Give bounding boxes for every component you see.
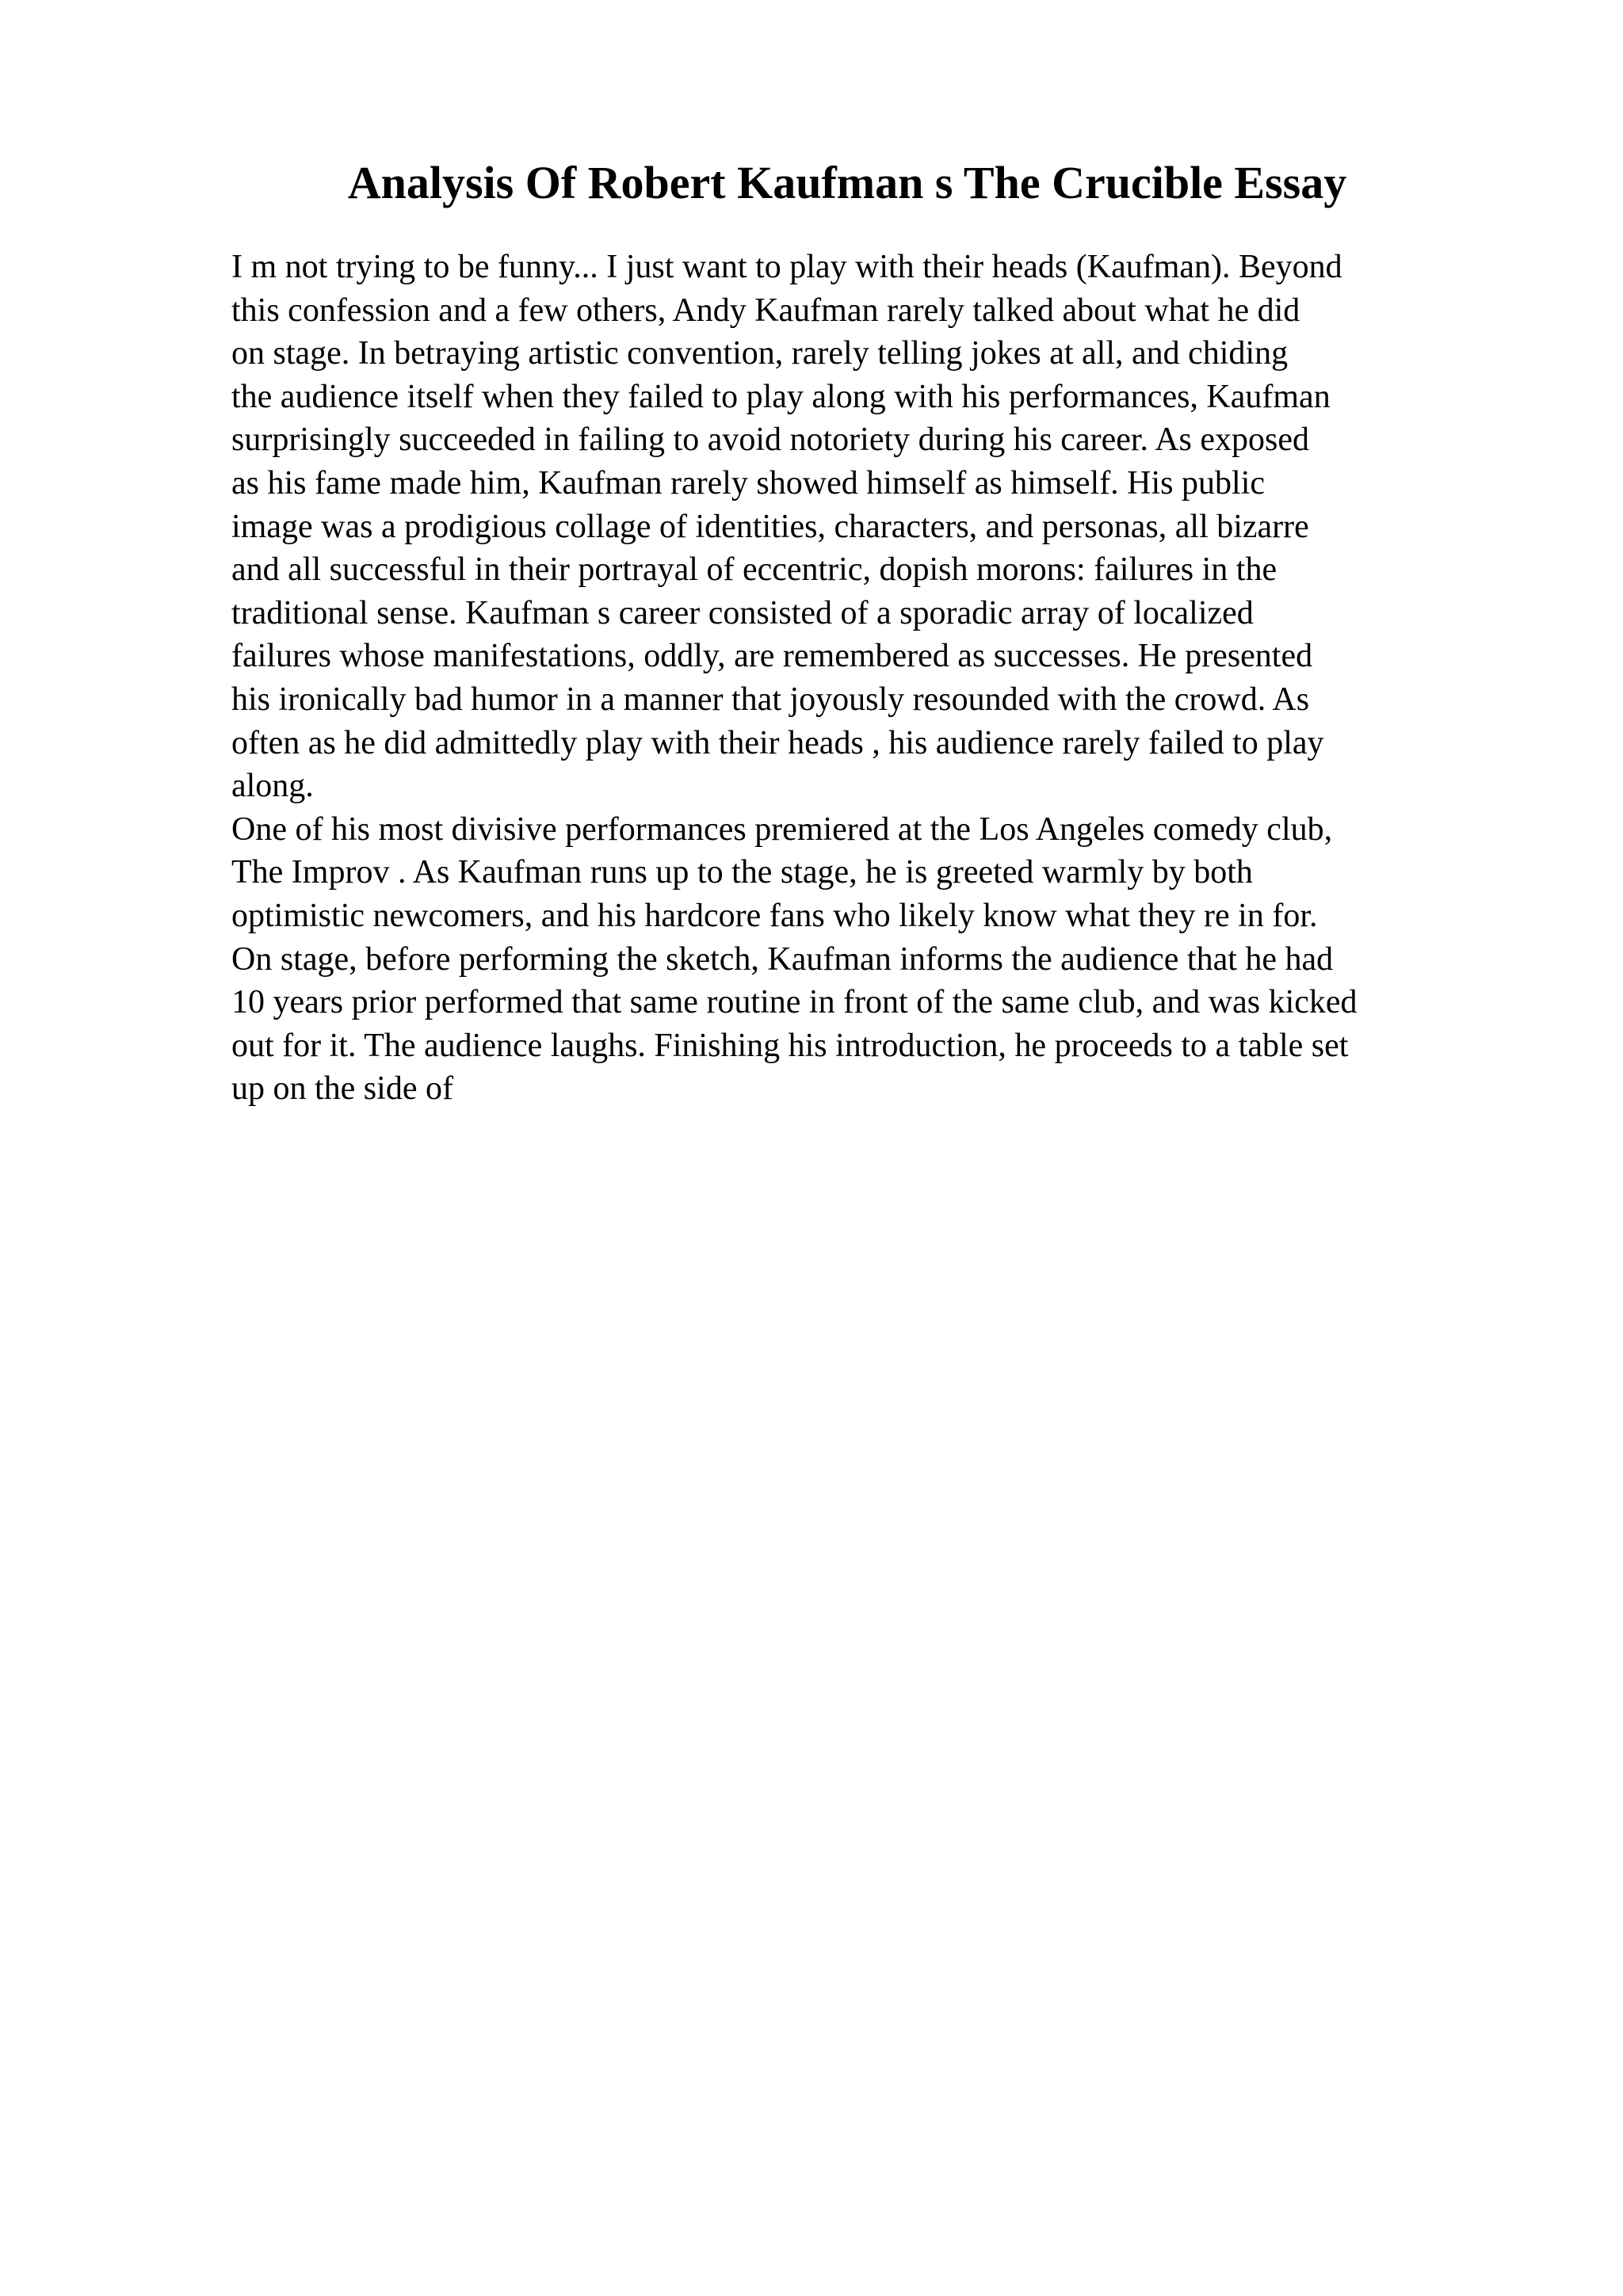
body-line: the audience itself when they failed to play along with his performances, Kaufman: [231, 378, 1331, 415]
body-line: image was a prodigious collage of identities, characters, and personas, all bizarre: [231, 508, 1309, 545]
body-line: out for it. The audience laughs. Finishing his introduction, he proceeds to a table set: [231, 1027, 1349, 1064]
body-line: failures whose manifestations, oddly, are remembered as successes. He presented: [231, 638, 1313, 675]
document-title: Analysis Of Robert Kaufman s The Crucible Essay: [347, 157, 1347, 208]
body-line: up on the side of: [231, 1070, 453, 1108]
body-line: One of his most divisive performances premiered at the Los Angeles comedy club,: [231, 810, 1333, 848]
body-line: this confession and a few others, Andy Kaufman rarely talked about what he did: [231, 292, 1300, 329]
body-line: I m not trying to be funny... I just want to play with their heads (Kaufman). Beyond: [231, 249, 1342, 285]
document-body: [231, 246, 1499, 1111]
body-line: as his fame made him, Kaufman rarely showed himself as himself. His public: [231, 464, 1266, 502]
body-line: 10 years prior performed that same routine in front of the same club, and was kicked: [231, 984, 1358, 1021]
body-line: his ironically bad humor in a manner that joyously resounded with the crowd. As: [231, 681, 1310, 718]
body-line: On stage, before performing the sketch, Kaufman informs the audience that he had: [231, 940, 1334, 978]
body-line: optimistic newcomers, and his hardcore fans who likely know what they re in for.: [231, 897, 1318, 934]
body-line: The Improv . As Kaufman runs up to the stage, he is greeted warmly by both: [231, 854, 1253, 891]
body-line: traditional sense. Kaufman s career consisted of a sporadic array of localized: [231, 594, 1254, 631]
body-line: along.: [231, 768, 314, 805]
body-line: and all successful in their portrayal of eccentric, dopish morons: failures in the: [231, 551, 1277, 589]
body-line: often as he did admittedly play with their heads , his audience rarely failed to play: [231, 724, 1324, 761]
body-line: surprisingly succeeded in failing to avoid notoriety during his career. As exposed: [231, 421, 1310, 459]
body-line: on stage. In betraying artistic convention, rarely telling jokes at all, and chiding: [231, 335, 1289, 372]
